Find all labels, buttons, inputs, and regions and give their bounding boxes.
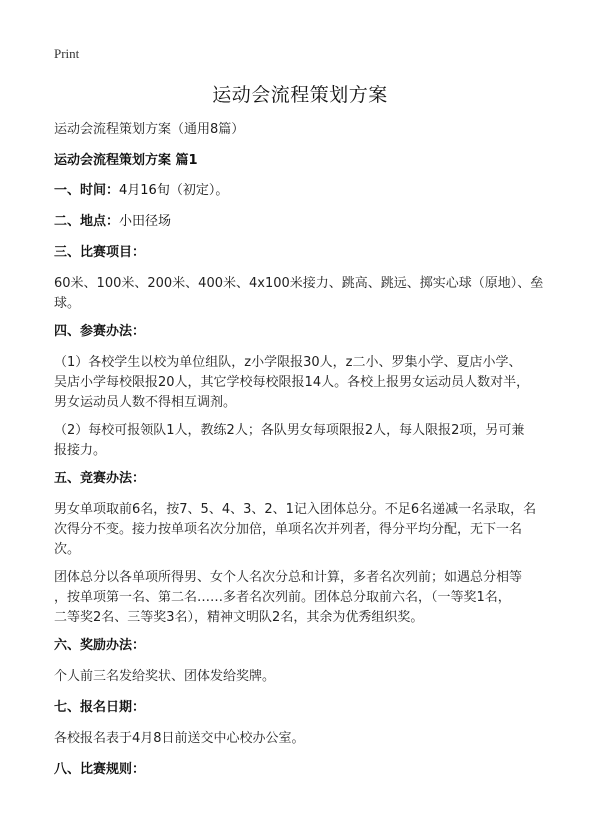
section-method-paragraph-2: [54, 421, 554, 461]
paragraph-line: 男女运动员人数不得相互调剂。: [54, 395, 237, 410]
section-time: [54, 181, 554, 201]
paragraph-line: 次得分不变。接力按单项名次分加倍，单项名次并列者，得分平均分配，无下一名: [54, 522, 523, 537]
paragraph-line: 二等奖2名、三等奖3名），精神文明队2名，其余为优秀组织奖。: [54, 610, 424, 625]
section-place-value: 小田径场: [119, 214, 172, 229]
paragraph-line: 报接力。: [54, 443, 107, 458]
section-regulations-heading: 八、比赛规则：: [54, 762, 146, 777]
section-place-label: 二、地点：: [54, 214, 120, 229]
section-items-heading: 三、比赛项目：: [54, 245, 146, 260]
print-link[interactable]: Print: [54, 46, 80, 61]
section-time-label: 一、时间：: [54, 183, 120, 198]
paragraph-line: 次。: [54, 542, 81, 557]
paragraph-line: （2）每校可报领队1人，教练2人；各队男女每项限报2人，每人限报2项，另可兼: [54, 423, 525, 438]
section-items-text: [54, 274, 554, 314]
section-signup-text: 各校报名表于4月8日前送交中心校办公室。: [54, 731, 305, 746]
section-awards-text: 个人前三名发给奖状、团体发给奖牌。: [54, 669, 276, 684]
section-rules-paragraph-2: [54, 568, 554, 628]
section-signup-heading: 七、报名日期：: [54, 700, 146, 715]
section-place: [54, 212, 554, 232]
paragraph-line: ，按单项第一名、第二名……多者名次列前。团体总分取前六名，（一等奖1名，: [54, 590, 511, 605]
paragraph-line: 男女单项取前6名，按7、5、4、3、2、1记入团体总分。不足6名递减一名录取，名: [54, 502, 537, 517]
page-title: 运动会流程策划方案: [212, 84, 388, 106]
section-rules-heading: 五、竞赛办法：: [54, 471, 146, 486]
section-awards-heading: 六、奖励办法：: [54, 638, 146, 653]
section-method-heading: 四、参赛办法：: [54, 324, 146, 339]
paragraph-line: 吴店小学每校限报20人，其它学校每校限报14人。各校上报男女运动员人数对半，: [54, 375, 530, 390]
section-method-paragraph-1: [54, 353, 554, 413]
paragraph-line: 60米、100米、200米、400米、4x100米接力、跳高、跳远、掷实心球（原地）、垒: [54, 276, 544, 291]
section-rules-paragraph-1: [54, 500, 554, 560]
document-subtitle: 运动会流程策划方案（通用8篇）: [54, 122, 245, 137]
paragraph-line: （1）各校学生以校为单位组队，z小学限报30人，z二小、罗集小学、夏店小学、: [54, 355, 522, 370]
chapter-heading: 运动会流程策划方案 篇1: [54, 153, 198, 168]
paragraph-line: 团体总分以各单项所得男、女个人名次分总和计算，多者名次列前；如遇总分相等: [54, 570, 523, 585]
section-time-value: 4月16旬（初定）。: [119, 183, 229, 198]
paragraph-line: 球。: [54, 296, 81, 311]
